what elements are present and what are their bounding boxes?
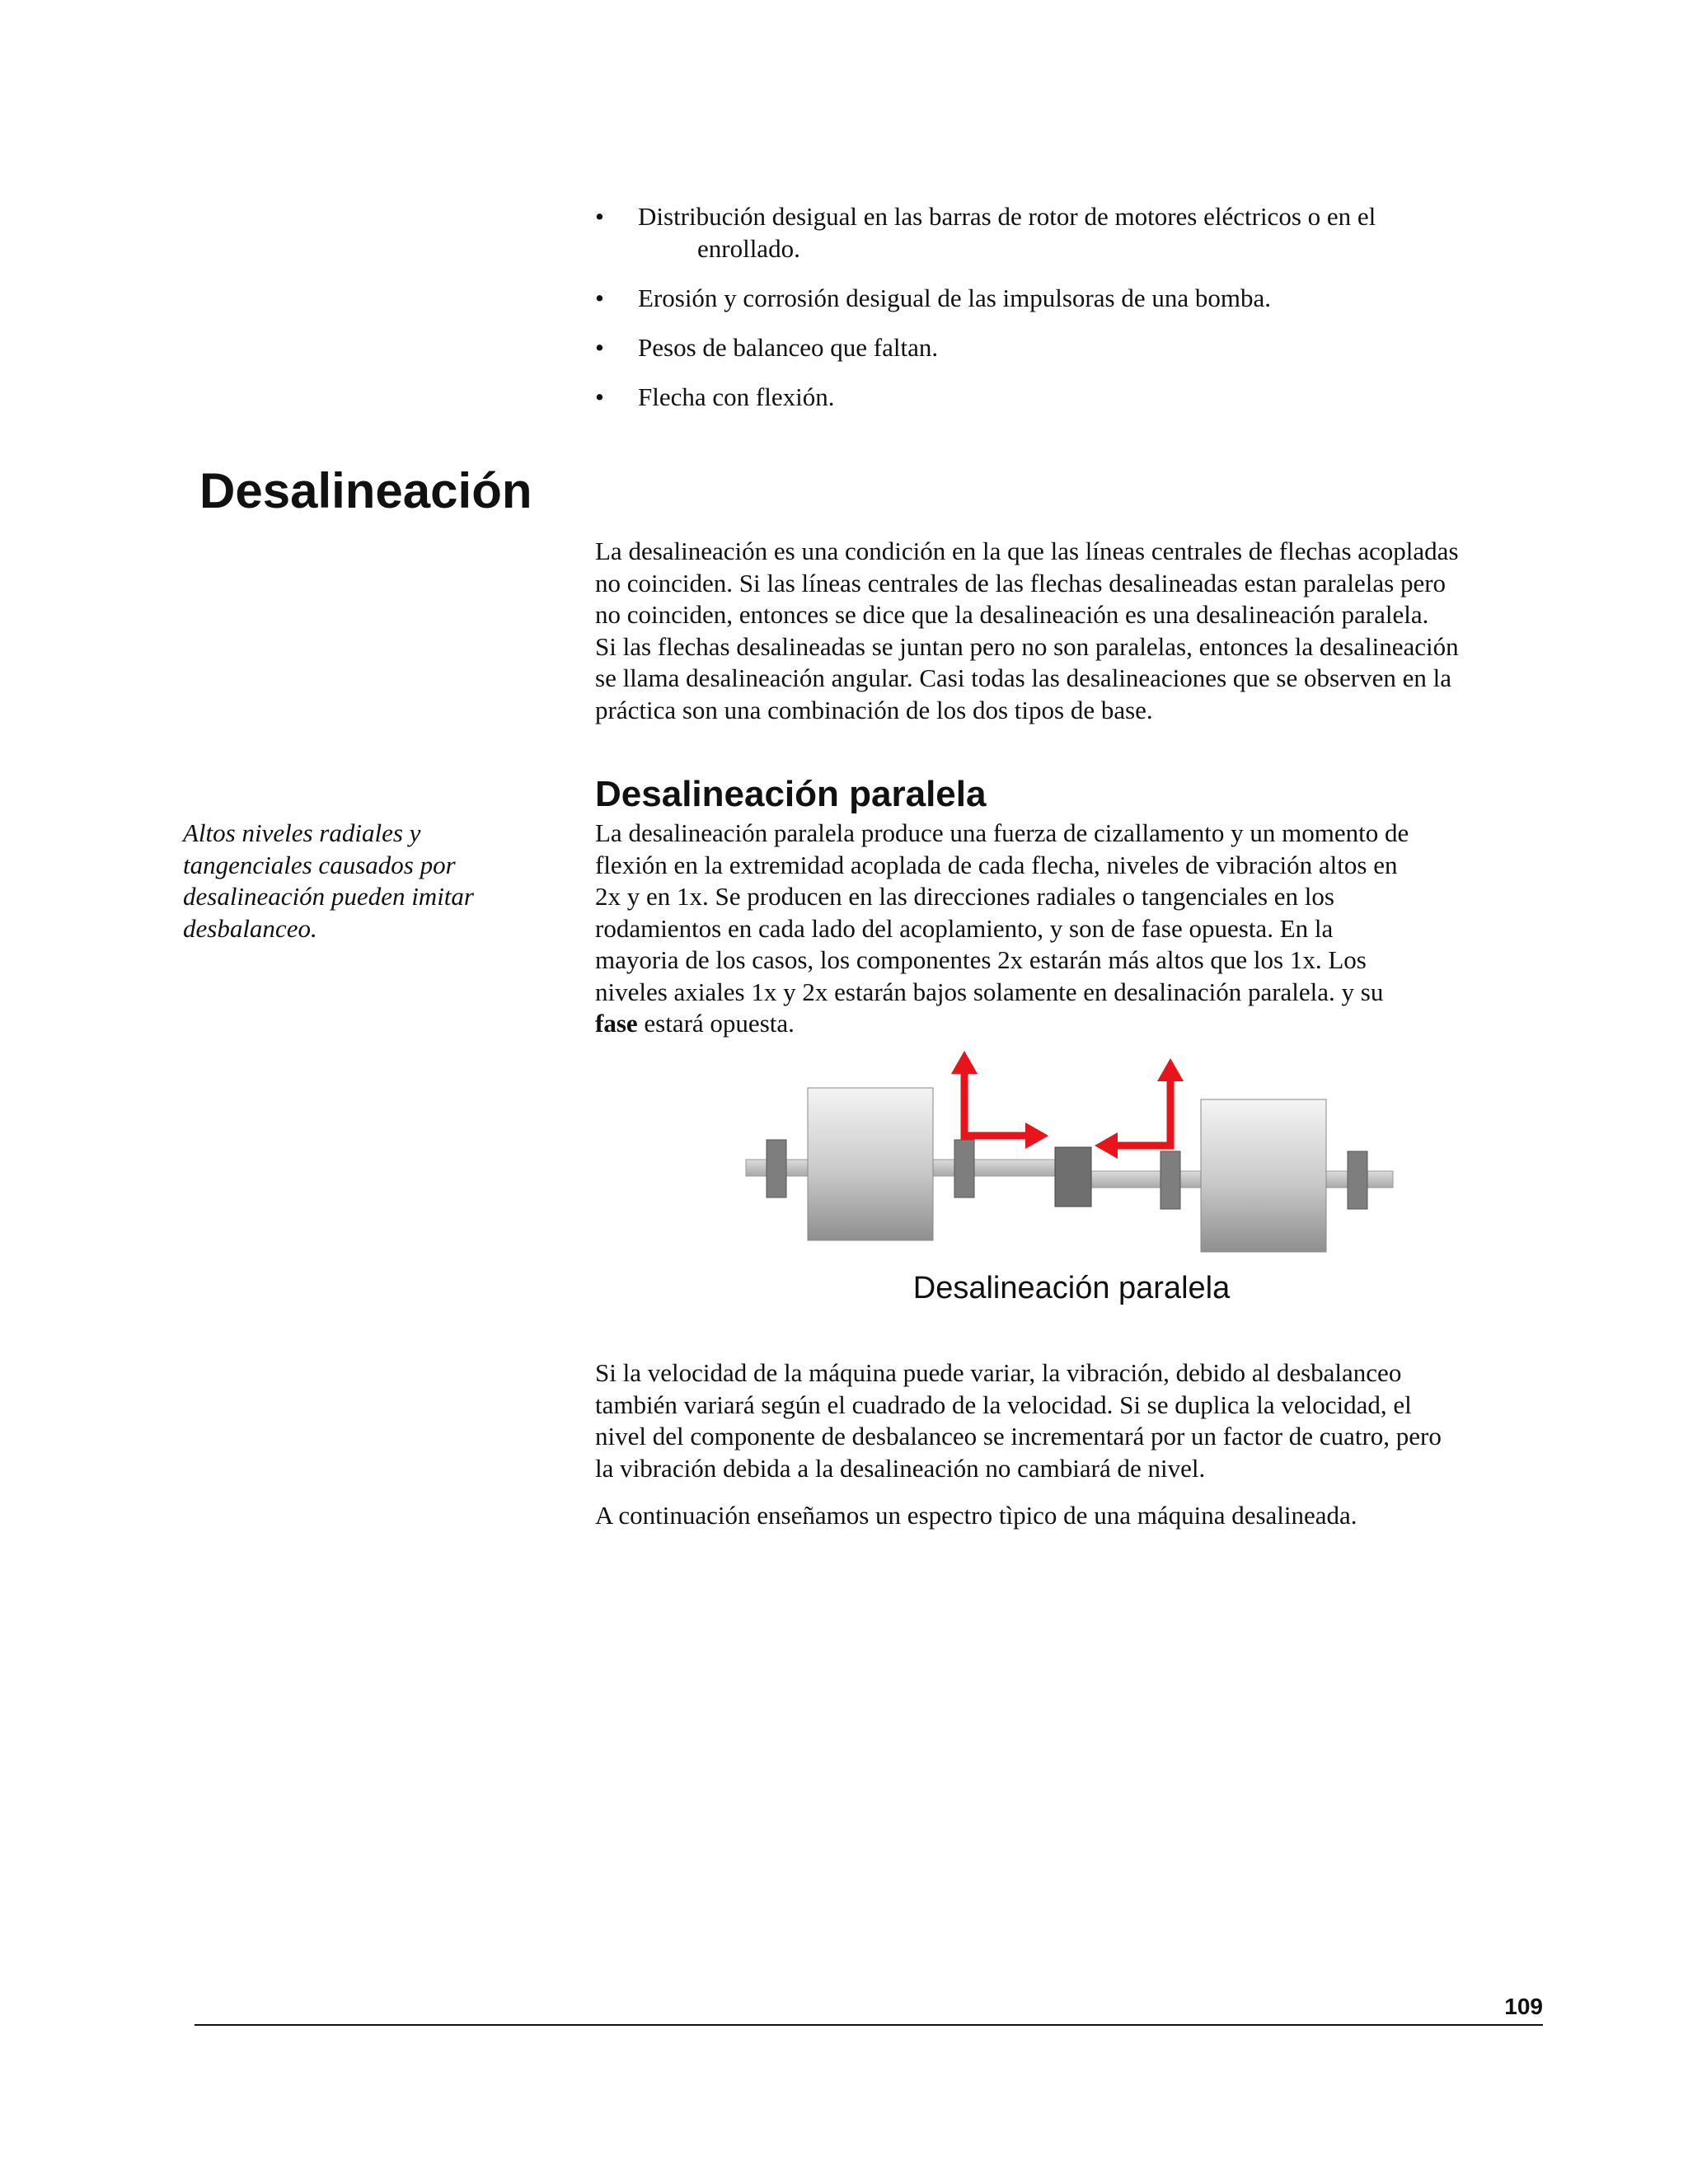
arrow-left [1095,1132,1118,1159]
bearing-right-outer [1348,1151,1367,1209]
right-arrows [1109,1071,1170,1146]
bearing-left-inner [954,1140,974,1197]
bullet-icon: • [595,382,604,411]
margin-note: Altos niveles radiales y tangenciales causados por desalineación pueden imitar desbalanceo. [183,818,474,943]
parallel-misalignment-diagram [742,1047,1401,1261]
intro-paragraph: La desalineación es una condición en la que las líneas centrales de flechas acopladas no coinciden. Si las líneas centrales de las flechas desalineadas estan paralelas pero no coinciden, entonces se dice que la desalineación es una desalineación paralela. Si las flechas desalineadas se juntan pero no son paralelas, entonces la desalineación se llama desalineación angular. Casi todas las desalineaciones que se observen en la práctica son una combinación de los dos tipos de base. [595,537,1459,724]
cause-list [595,200,1551,430]
list-item: • Distribución desigual en las barras de rotor de motores eléctricos o en el enrollado. [595,202,1376,263]
bullet-icon: • [595,202,604,231]
section-title: Desalineación [199,463,532,518]
parallel-paragraph: La desalineación paralela produce una fuerza de cizallamento y un momento de flexión en la extremidad acoplada de cada flecha, niveles de vibración altos en 2x y en 1x. Se producen en las direcciones radiales o tangenciales en los rodamientos en cada lado del acoplamiento, y son de fase opuesta. En la mayoria de los casos, los componentes 2x estarán más altos que los 1x. Los niveles axiales 1x y 2x estarán bajos solamente en desalinación paralela. y su fase estará opuesta. [595,818,1409,1038]
bearing-right-inner [1160,1151,1180,1209]
spectrum-intro: A continuación enseñamos un espectro tìpico de una máquina desalineada. [595,1501,1357,1530]
arrow-up-right [1157,1058,1184,1081]
coupling [1055,1147,1091,1207]
right-motor [1201,1099,1326,1252]
bearing-left-outer [767,1140,786,1197]
figure-caption: Desalineación paralela [912,1271,1231,1305]
list-item: • Erosión y corrosión desigual de las impulsoras de una bomba. [595,284,1271,312]
bullet-icon: • [595,333,604,362]
arrow-up-left [951,1051,978,1074]
bold-term: fase [595,1009,638,1038]
footer-rule [195,2024,1543,2026]
left-motor [808,1088,933,1240]
list-item: • Flecha con flexión. [595,382,835,411]
page-number: 109 [1504,1994,1543,2019]
speed-paragraph: Si la velocidad de la máquina puede variar, la vibración, debido al desbalanceo también variará según el cuadrado de la velocidad. Si se duplica la velocidad, el nivel del componente de desbalanceo se incrementará por un factor de cuatro, pero la vibración debida a la desalineación no cambiará de nivel. [595,1358,1442,1483]
list-item: • Pesos de balanceo que faltan. [595,333,939,362]
subsection-title: Desalineación paralela [595,774,987,814]
left-arrows [964,1063,1032,1136]
arrow-right [1025,1122,1048,1149]
bullet-icon: • [595,284,604,312]
